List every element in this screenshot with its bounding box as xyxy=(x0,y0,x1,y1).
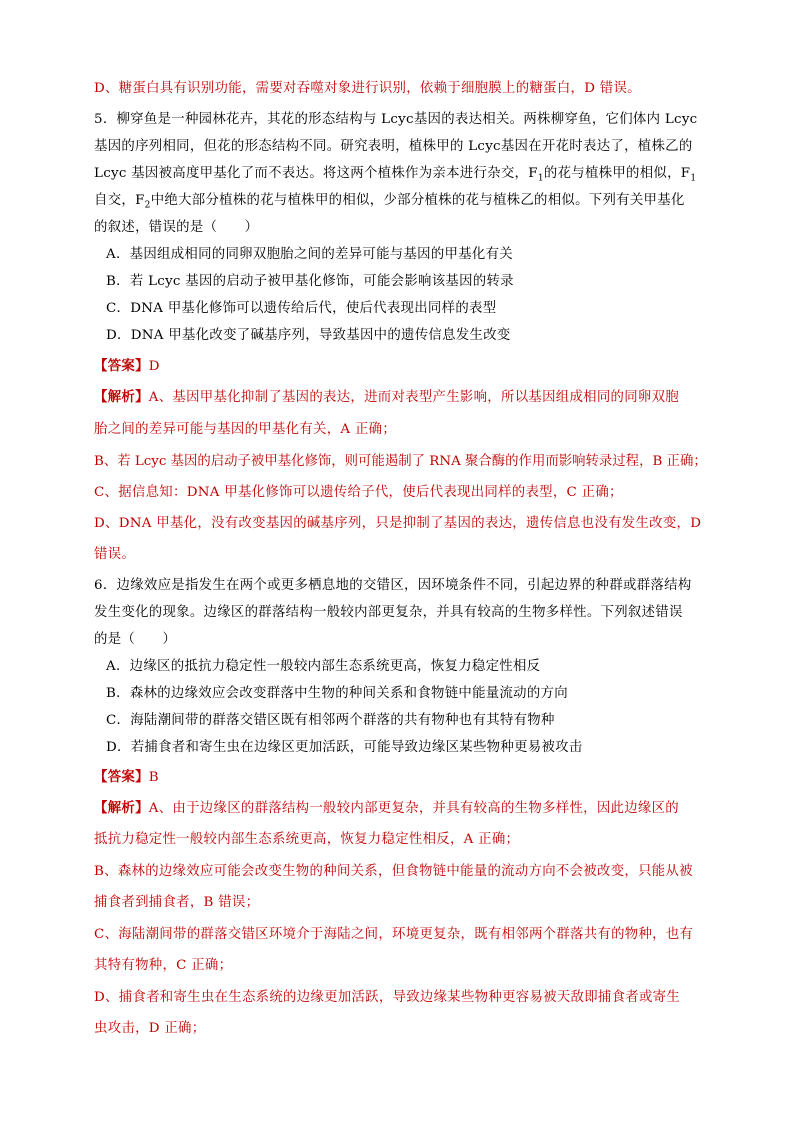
text: 自交，F xyxy=(94,193,145,208)
text: A、基因甲基化抑制了基因的表达，进而对表型产生影响，所以基因组成相同的同卵双胞 xyxy=(148,390,679,405)
text: 的是（ ） xyxy=(94,632,177,647)
text: 发生变化的现象。边缘区的群落结构一般较内部更复杂，并具有较高的生物多样性。下列叙述错误 xyxy=(94,605,683,620)
explanation-line xyxy=(94,387,679,408)
subscript: 1 xyxy=(537,173,544,184)
text: A．边缘区的抵抗力稳定性一般较内部生态系统更高，恢复力稳定性相反 xyxy=(106,659,541,674)
text: B、森林的边缘效应可能会改变生物的种间关系，但食物链中能量的流动方向不会被改变，只能从被 xyxy=(94,864,693,879)
text: D、糖蛋白具有识别功能，需要对吞噬对象进行识别，依赖于细胞膜上的糖蛋白，D 错误。 xyxy=(94,81,641,96)
question-5-stem-line xyxy=(94,191,685,216)
text: 抵抗力稳定性一般较内部生态系统更高，恢复力稳定性相反，A 正确； xyxy=(94,832,520,847)
answer-line xyxy=(94,767,159,788)
option-b xyxy=(106,272,514,292)
text: C、据信息知：DNA 甲基化修饰可以遗传给子代，使后代表现出同样的表型，C 正确； xyxy=(94,485,623,500)
question-5-stem-line xyxy=(94,110,698,130)
answer-label: 【答案】 xyxy=(94,769,149,785)
text: Lcyc 基因被高度甲基化了而不表达。将这两个植株作为亲本进行杂交，F xyxy=(94,166,538,181)
option-a xyxy=(106,657,540,677)
option-c xyxy=(106,299,496,319)
answer-label: 【答案】 xyxy=(94,358,149,374)
text: B．森林的边缘效应会改变群落中生物的种间关系和食物链中能量流动的方向 xyxy=(106,686,568,701)
text: 其特有物种，C 正确； xyxy=(94,958,233,973)
explanation-line xyxy=(94,956,232,976)
text: D、捕食者和寄生虫在生态系统的边缘更加活跃，导致边缘某些物种更容易被天敌即捕食者或寄生 xyxy=(94,990,681,1005)
answer-line xyxy=(94,356,160,377)
explanation-label: 【解析】 xyxy=(94,800,149,816)
option-d xyxy=(106,738,583,758)
text: 虫攻击，D 正确； xyxy=(94,1021,206,1036)
option-a xyxy=(106,245,513,265)
explanation-line xyxy=(94,830,519,850)
text: 的花与植株甲的相似，F xyxy=(543,166,691,181)
explanation-line xyxy=(94,893,259,913)
subscript: 1 xyxy=(690,173,697,184)
text: A、由于边缘区的群落结构一般较内部更复杂，并具有较高的生物多样性，因此边缘区的 xyxy=(148,801,679,816)
option-d xyxy=(106,326,511,346)
text: C．海陆潮间带的群落交错区既有相邻两个群落的共有物种也有其特有物种 xyxy=(106,713,555,728)
option-b xyxy=(106,684,568,704)
text: A．基因组成相同的同卵双胞胎之间的差异可能与基因的甲基化有关 xyxy=(106,247,513,262)
text: D．DNA 甲基化改变了碱基序列，导致基因中的遗传信息发生改变 xyxy=(106,328,511,343)
explanation-line xyxy=(94,862,693,882)
question-6-stem-line xyxy=(94,630,176,650)
answer-value: B xyxy=(148,770,159,785)
subscript: 2 xyxy=(144,200,151,211)
text: 5．柳穿鱼是一种园林花卉，其花的形态结构与 Lcyc基因的表达相关。两株柳穿鱼，它们体内 Lcyc xyxy=(94,112,698,127)
question-5-stem-line xyxy=(94,137,693,157)
question-6-stem-line xyxy=(94,576,692,596)
explanation-line xyxy=(94,545,135,565)
explanation-line xyxy=(94,1019,205,1039)
explanation-line xyxy=(94,988,680,1008)
answer-value: D xyxy=(148,359,160,374)
explanation-line xyxy=(94,452,707,472)
explanation-line xyxy=(94,483,623,503)
text: D．若捕食者和寄生虫在边缘区更加活跃，可能导致边缘区某些物种更易被攻击 xyxy=(106,740,583,755)
text: 捕食者到捕食者，B 错误； xyxy=(94,895,260,910)
text: B．若 Lcyc 基因的启动子被甲基化修饰，可能会影响该基因的转录 xyxy=(106,274,514,289)
text: 基因的序列相同，但花的形态结构不同。研究表明，植株甲的 Lcyc基因在开花时表达了，植株乙的 xyxy=(94,139,693,154)
text: 胎之间的差异可能与基因的甲基化有关，A 正确； xyxy=(94,422,397,437)
text: D、DNA 甲基化，没有改变基因的碱基序列，只是抑制了基因的表达，遗传信息也没有发生改变，D xyxy=(94,516,702,531)
explanation-line xyxy=(94,798,679,819)
text: 错误。 xyxy=(94,547,136,562)
question-5-stem-line xyxy=(94,218,258,238)
question-5-stem-line xyxy=(94,164,696,189)
text: 的叙述，错误的是（ ） xyxy=(94,220,259,235)
text: 中绝大部分植株的花与植株甲的相似，少部分植株的花与植株乙的相似。下列有关甲基化 xyxy=(150,193,685,208)
question-6-stem-line xyxy=(94,603,683,623)
explanation-line xyxy=(94,925,693,945)
explanation-line xyxy=(94,514,701,534)
text: C、海陆潮间带的群落交错区环境介于海陆之间，环境更复杂，既有相邻两个群落共有的物种，也有 xyxy=(94,927,694,942)
text: 6．边缘效应是指发生在两个或更多栖息地的交错区，因环境条件不同，引起边界的种群或群落结构 xyxy=(94,578,692,593)
explanation-label: 【解析】 xyxy=(94,389,149,405)
explanation-line xyxy=(94,420,396,440)
text: B、若 Lcyc 基因的启动子被甲基化修饰，则可能遏制了 RNA 聚合酶的作用而影响转录过程，B 正确； xyxy=(94,454,707,469)
option-c xyxy=(106,711,555,731)
answer-explanation-line xyxy=(94,79,641,99)
text: C．DNA 甲基化修饰可以遗传给后代，使后代表现出同样的表型 xyxy=(106,301,497,316)
